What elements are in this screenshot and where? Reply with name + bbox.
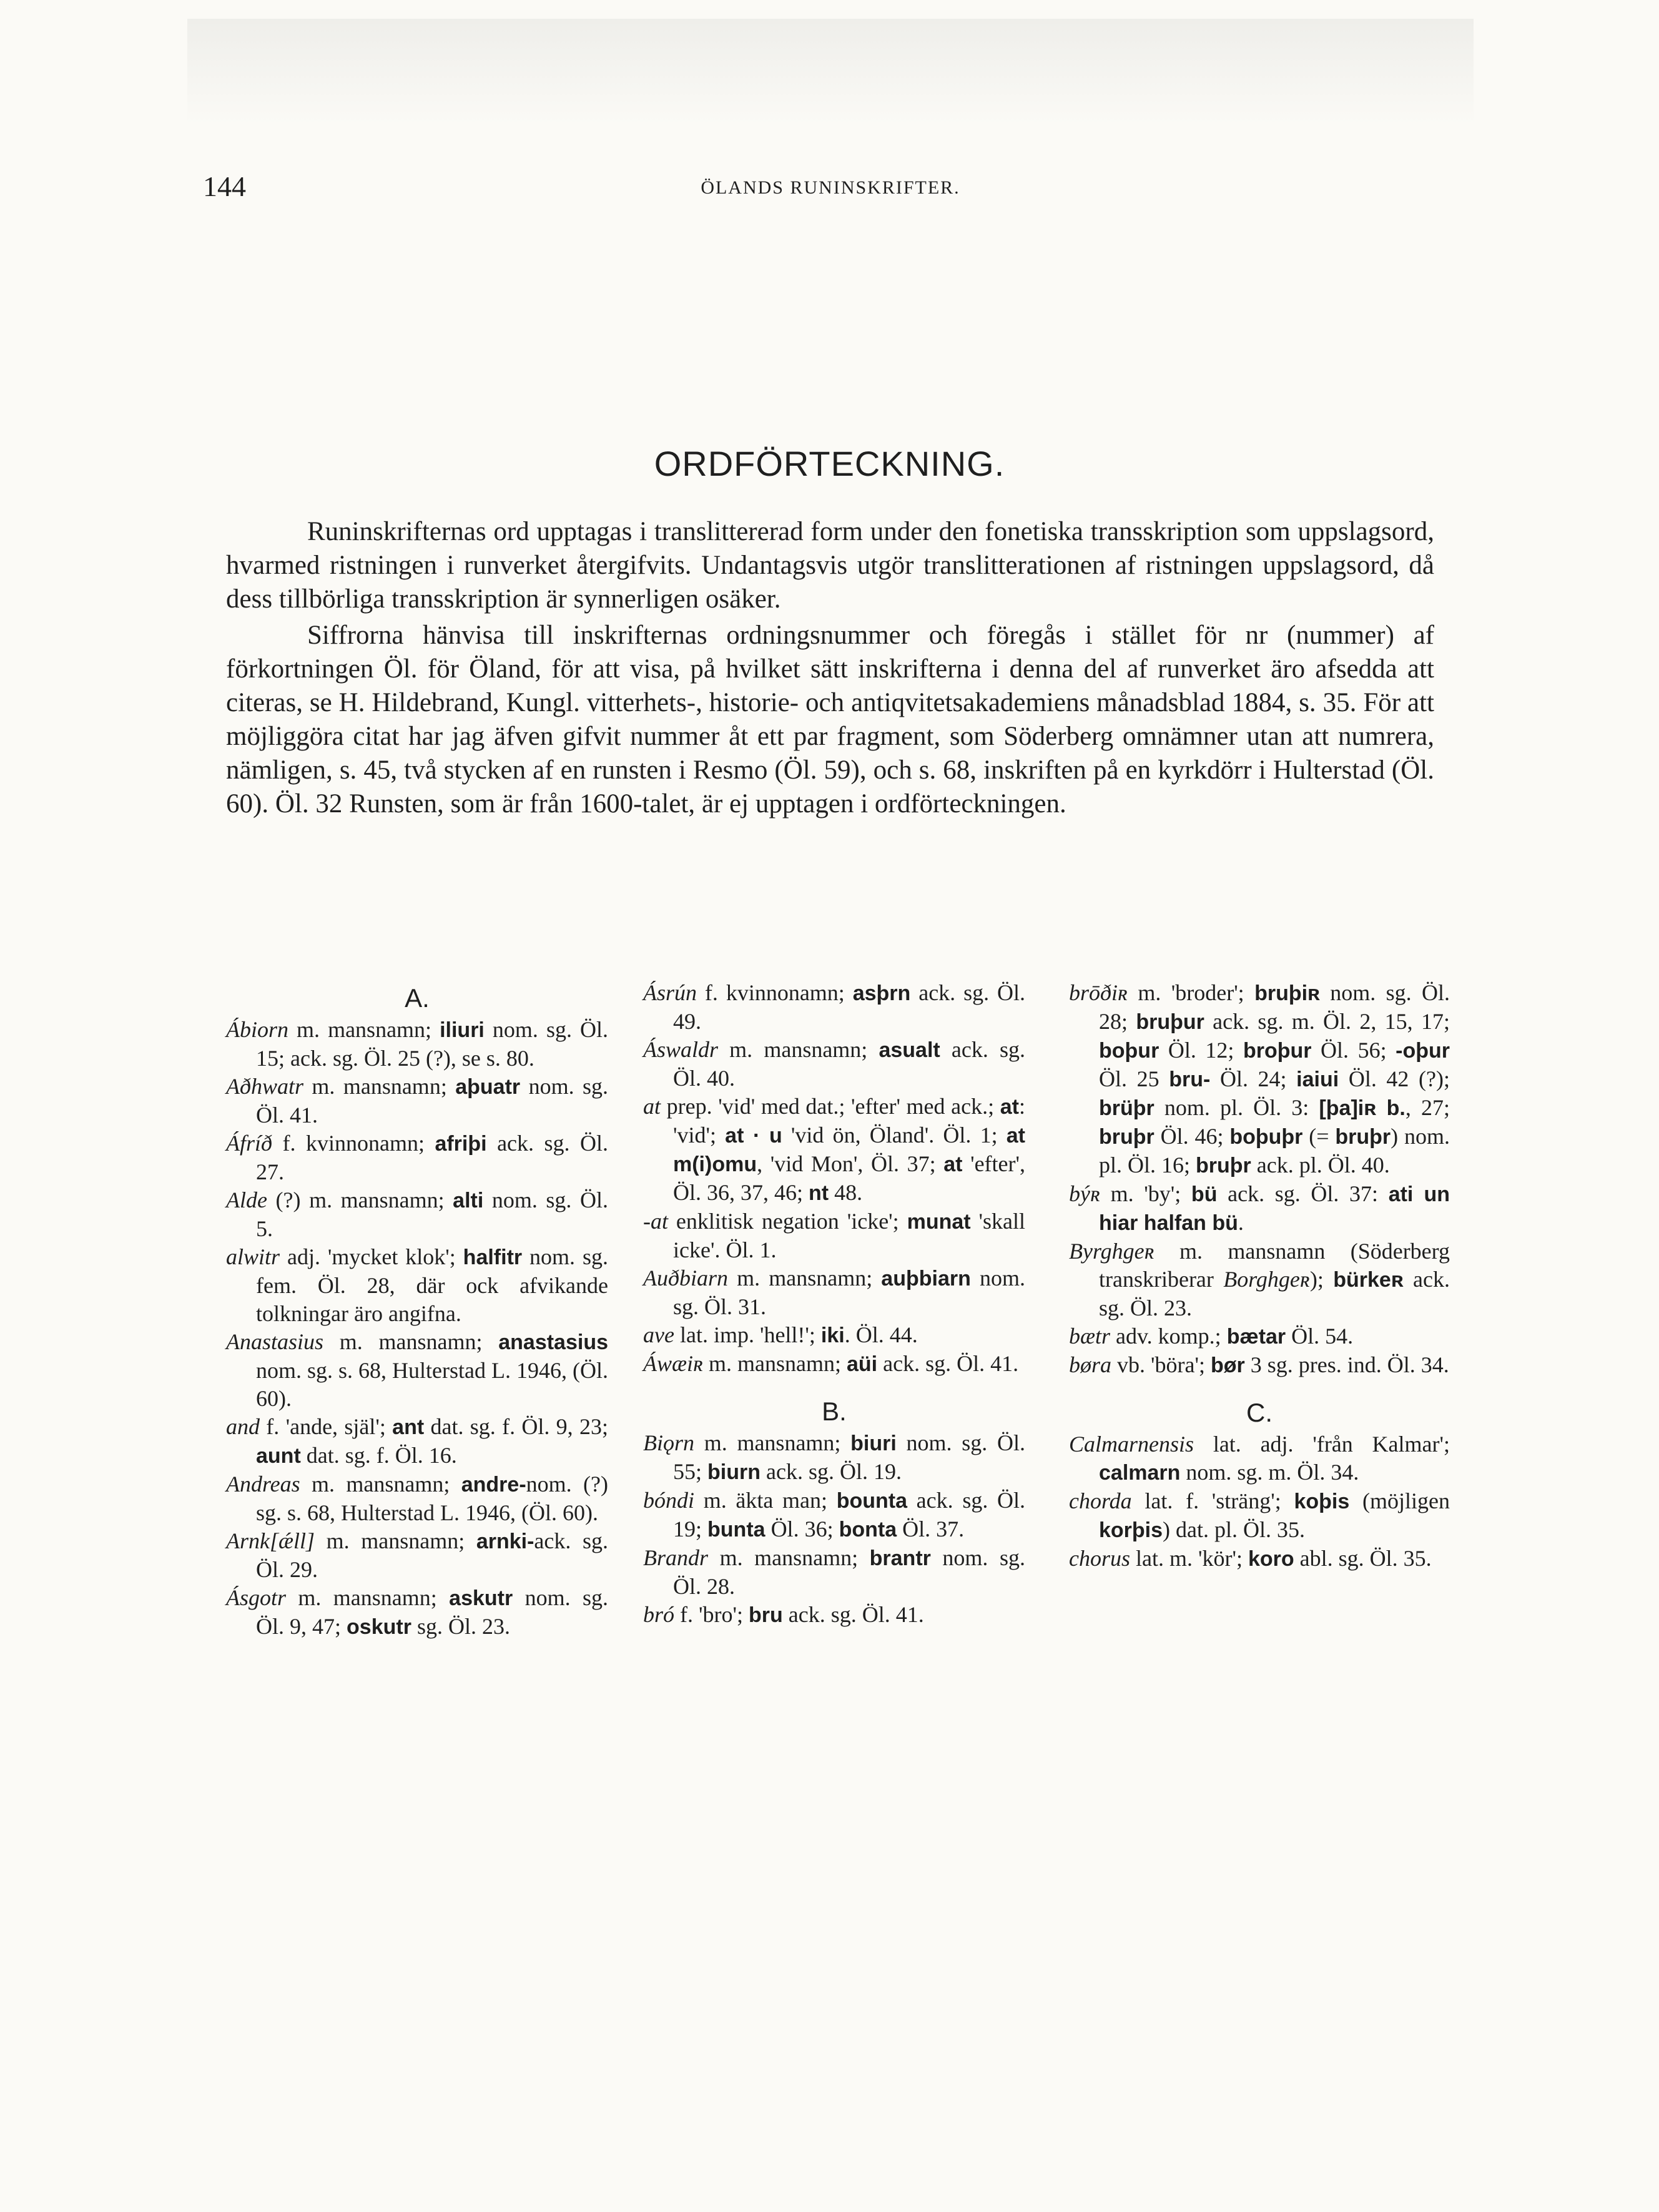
index-entry xyxy=(226,1584,608,1641)
runic-form: iaiui xyxy=(1296,1068,1339,1091)
entry-text: f. 'bro'; xyxy=(674,1602,749,1627)
index-entry xyxy=(226,1527,608,1584)
entry-headword: Anastasius xyxy=(226,1329,324,1354)
index-entry xyxy=(226,1186,608,1243)
entry-text: ack. sg. Öl. 41. xyxy=(782,1602,924,1627)
entry-text: Öl. 42 (?); xyxy=(1339,1066,1450,1091)
entry-headword: Biǫrn xyxy=(643,1430,695,1455)
entry-headword: Andreas xyxy=(226,1472,300,1497)
entry-text: nom. sg. Öl. 9, 47; xyxy=(256,1585,608,1639)
runic-form: brüþr xyxy=(1099,1096,1154,1120)
index-entry xyxy=(643,1601,1025,1630)
entry-text: 'skall icke'. Öl. 1. xyxy=(673,1209,1025,1262)
entry-text: ack. sg. Öl. 41. xyxy=(877,1351,1019,1376)
entry-headword: Ásrún xyxy=(643,980,697,1005)
entry-text: nom. sg. Öl. 5. xyxy=(256,1187,608,1241)
entry-text: nom. (?) sg. s. 68, Hulterstad L. 1946, (Öl. 60). xyxy=(256,1472,608,1525)
runic-form: iliuri xyxy=(440,1018,485,1042)
entry-text: m. 'by'; xyxy=(1100,1181,1191,1206)
runic-form: bætar xyxy=(1226,1325,1286,1349)
runic-form: asualt xyxy=(879,1038,940,1062)
runic-form: broþur xyxy=(1243,1039,1312,1063)
runic-form: bunta xyxy=(707,1518,766,1541)
index-entry xyxy=(226,1129,608,1186)
entry-text: Öl. 56; xyxy=(1311,1038,1396,1063)
runic-form: halfitr xyxy=(463,1246,523,1269)
entry-text: m. mansnamn; xyxy=(718,1037,879,1062)
entry-text: ack. sg. Öl. 37: xyxy=(1217,1181,1389,1206)
entry-text: ack. sg. Öl. 40. xyxy=(673,1037,1026,1091)
entry-headword: ave xyxy=(643,1322,674,1347)
entry-text: ); xyxy=(1309,1267,1334,1292)
entry-headword: chorus xyxy=(1069,1546,1130,1571)
runic-form: anastasius xyxy=(498,1330,608,1354)
runic-form: biurn xyxy=(707,1460,761,1484)
entry-text: ack. sg. Öl. 19. xyxy=(761,1459,902,1484)
entry-text: f. kvinnonamn; xyxy=(697,980,853,1005)
page-number: 144 xyxy=(203,170,246,202)
runic-form: boþur xyxy=(1099,1039,1159,1063)
index-entry xyxy=(1069,1180,1450,1237)
entry-text: Öl. 12; xyxy=(1159,1038,1243,1063)
index-entry xyxy=(226,1328,608,1413)
entry-headword: Áswaldr xyxy=(643,1037,719,1062)
entry-text: m. mansnamn; xyxy=(315,1528,476,1553)
runic-form: bü xyxy=(1191,1182,1218,1206)
entry-headword: Brandr xyxy=(643,1545,709,1570)
entry-text: vb. 'böra'; xyxy=(1111,1352,1211,1377)
entry-text: abl. sg. Öl. 35. xyxy=(1294,1546,1432,1571)
index-entry xyxy=(643,1264,1025,1321)
index-entry xyxy=(226,1073,608,1129)
entry-headword: Arnk[ǽll] xyxy=(226,1528,315,1553)
entry-text: lat. imp. 'hell!'; xyxy=(674,1322,821,1347)
entry-text: adv. komp.; xyxy=(1110,1324,1227,1349)
letter-heading: B. xyxy=(822,1397,847,1426)
index-entry xyxy=(1069,1351,1450,1380)
entry-text: , 'vid Mon', Öl. 37; xyxy=(757,1151,944,1176)
index-entry xyxy=(643,1544,1025,1601)
entry-text: ack. sg. Öl. 49. xyxy=(673,980,1025,1034)
entry-text: ack. sg. Öl. 19; xyxy=(673,1488,1026,1541)
runic-form: calmarn xyxy=(1099,1461,1181,1485)
letter-heading: A. xyxy=(405,983,430,1013)
entry-text: ack. sg. Öl. 27. xyxy=(256,1131,608,1184)
runic-form: bounta xyxy=(836,1489,907,1513)
runic-form: koþis xyxy=(1294,1490,1350,1513)
runic-form: bør xyxy=(1210,1354,1245,1377)
entry-text: dat. sg. f. Öl. 16. xyxy=(300,1443,457,1468)
entry-text: nom. sg. s. 68, Hulterstad L. 1946, (Öl. 60). xyxy=(256,1358,608,1411)
entry-text: f. kvinnonamn; xyxy=(272,1131,435,1156)
entry-text: nom. pl. Öl. 3: xyxy=(1154,1095,1319,1120)
entry-text: , 27; xyxy=(1405,1095,1450,1120)
entry-headword: brōðiʀ xyxy=(1069,980,1128,1005)
entry-text: nom. sg. Öl. 31. xyxy=(673,1266,1025,1319)
runic-form: andre- xyxy=(461,1473,526,1497)
runic-form: bruþiʀ xyxy=(1254,981,1320,1005)
index-entry xyxy=(643,1487,1025,1544)
entry-text: f. 'ande, själ'; xyxy=(260,1414,393,1439)
runic-form: bruþr xyxy=(1196,1154,1251,1177)
index-entry xyxy=(226,1243,608,1328)
entry-text: ) dat. pl. Öl. 35. xyxy=(1163,1517,1306,1542)
runic-form: at m(i)omu xyxy=(673,1124,1025,1176)
entry-text: Öl. 37. xyxy=(897,1516,965,1541)
index-entry xyxy=(226,1413,608,1470)
entry-text: m. mansnamn; xyxy=(708,1545,870,1570)
entry-text: Öl. 46; xyxy=(1154,1124,1230,1149)
entry-headword: bætr xyxy=(1069,1324,1111,1349)
index-entry xyxy=(643,1429,1025,1487)
entry-text: lat. f. 'sträng'; xyxy=(1131,1488,1294,1513)
entry-text: lat. adj. 'från Kalmar'; xyxy=(1194,1432,1450,1457)
index-column-3 xyxy=(1069,979,1450,1573)
index-column-1 xyxy=(226,979,608,1641)
entry-text: ack. sg. Öl. 29. xyxy=(256,1528,608,1582)
entry-headword: Áwæiʀ xyxy=(643,1351,704,1376)
runic-form: koro xyxy=(1248,1547,1294,1571)
entry-headword: Calmarnensis xyxy=(1069,1432,1194,1457)
entry-text: (?) m. mansnamn; xyxy=(267,1187,453,1212)
runic-form: askutr xyxy=(449,1586,513,1610)
entry-headword: at xyxy=(643,1094,661,1119)
entry-text: m. mansnamn; xyxy=(286,1585,450,1610)
entry-headword: Ásgotr xyxy=(226,1585,287,1610)
page-edge-shadow xyxy=(187,19,1474,125)
entry-text: 48. xyxy=(829,1180,863,1205)
entry-text: (möjligen xyxy=(1349,1488,1450,1513)
runic-form: bürkeʀ xyxy=(1333,1268,1404,1292)
entry-headword: chorda xyxy=(1069,1488,1132,1513)
entry-text: ack. sg. Öl. 23. xyxy=(1099,1267,1450,1320)
entry-text: Öl. 24; xyxy=(1210,1066,1297,1091)
entry-text: sg. Öl. 23. xyxy=(411,1614,510,1639)
index-entry xyxy=(1069,1430,1450,1487)
index-entry xyxy=(643,1350,1025,1379)
index-entry xyxy=(1069,979,1450,1180)
runic-form: munat xyxy=(907,1210,971,1234)
entry-text: nom. sg. Öl. 15; ack. sg. Öl. 25 (?), se s. 80. xyxy=(256,1017,608,1071)
index-entry xyxy=(1069,1487,1450,1545)
runic-form: korþis xyxy=(1099,1518,1163,1542)
entry-text: nom. sg. Öl. 28; xyxy=(1099,980,1450,1034)
index-entry xyxy=(1069,1545,1450,1573)
entry-text: m. mansnamn; xyxy=(694,1430,851,1455)
entry-headword: býʀ xyxy=(1069,1181,1100,1206)
entry-text: adj. 'mycket klok'; xyxy=(280,1244,463,1269)
entry-headword: Ábiorn xyxy=(226,1017,289,1042)
entry-text: ) nom. pl. Öl. 16; xyxy=(1099,1124,1450,1177)
entry-text: nom. sg. Öl. 55; xyxy=(673,1430,1025,1484)
entry-text: nom. sg. Öl. 41. xyxy=(256,1074,608,1128)
runic-form: at · u xyxy=(725,1124,782,1148)
entry-text: 'vid ön, Öland'. Öl. 1; xyxy=(782,1123,1007,1148)
entry-text: m. mansnamn (Söderberg transkriberar xyxy=(1099,1239,1450,1292)
entry-text: (= xyxy=(1302,1124,1336,1149)
intro-paragraph: Siffrorna hänvisa till inskrifternas ordningsnummer och föregås i stället för nr (nummer) af förkortningen Öl. för Öland, för att visa, på hvilket sätt inskrifterna i denna del af runverket äro afsedda att citeras, se H. Hildebrand, Kungl. vitterhets-, historie- och antiqvitetsakademiens månadsblad 1884, s. 35. För att möjliggöra citat har jag äfven gifvit nummer åt ett par fragment, som Söderberg omnämner utan att numrera, nämligen, s. 45, två stycken af en runsten i Resmo (Öl. 59), och s. 68, inskriften på en kyrkdörr i Hulterstad (Öl. 60). Öl. 32 Runsten, som är från 1600-talet, är ej upptagen i ordförteckningen. xyxy=(226,621,1434,818)
entry-text: ack. pl. Öl. 40. xyxy=(1251,1153,1390,1177)
intro-paragraph: Runinskrifternas ord upptagas i translittererad form under den fonetiska transskription som uppslagsord, hvarmed ristningen i runverket återgifvits. Undantagsvis utgör translitterationen af ristningen uppslagsord, då dess tillbörliga transskription är synnerligen osäker. xyxy=(226,517,1434,614)
entry-text: Öl. 54. xyxy=(1286,1324,1354,1349)
entry-headword: bró xyxy=(643,1602,675,1627)
runic-form: bru- xyxy=(1169,1068,1211,1091)
entry-text: lat. m. 'kör'; xyxy=(1130,1546,1248,1571)
index-entry xyxy=(1069,1322,1450,1351)
entry-headword: Alde xyxy=(226,1187,267,1212)
entry-text: m. mansnamn; xyxy=(303,1074,456,1099)
index-column-2 xyxy=(643,979,1025,1630)
runic-form: iki xyxy=(820,1324,845,1347)
index-entry xyxy=(643,1207,1025,1264)
index-entry xyxy=(1069,1237,1450,1322)
runic-form: at xyxy=(1000,1095,1019,1119)
running-title: ÖLANDS RUNINSKRIFTER. xyxy=(701,177,960,198)
index-entry xyxy=(643,1036,1025,1093)
entry-text: m. äkta man; xyxy=(694,1488,837,1513)
runic-form: afriþi xyxy=(435,1132,487,1156)
runic-form: aþuatr xyxy=(455,1075,521,1099)
runic-form: bruþr xyxy=(1099,1125,1154,1149)
running-head xyxy=(0,170,1659,207)
entry-headword: Borghgeʀ xyxy=(1223,1267,1310,1292)
runic-form: bru xyxy=(748,1603,783,1627)
runic-form: oskutr xyxy=(347,1615,411,1639)
runic-form: auþbiarn xyxy=(881,1267,971,1290)
entry-text: m. mansnamn; xyxy=(323,1329,499,1354)
index-entry xyxy=(226,1016,608,1073)
runic-form: boþuþr xyxy=(1229,1125,1303,1149)
runic-form: arnki- xyxy=(476,1530,534,1553)
entry-headword: Byrghgeʀ xyxy=(1069,1239,1154,1264)
entry-text: prep. 'vid' med dat.; 'efter' med ack.; xyxy=(661,1094,1000,1119)
runic-form: -oþur xyxy=(1396,1039,1450,1063)
index-entry xyxy=(226,1470,608,1527)
entry-text: : 'vid'; xyxy=(673,1094,1025,1148)
runic-form: alti xyxy=(453,1189,484,1212)
entry-text: m. mansnamn; xyxy=(703,1351,847,1376)
runic-form: ant xyxy=(392,1415,425,1439)
runic-form: biuri xyxy=(850,1432,897,1455)
entry-text: m. mansnamn; xyxy=(300,1472,461,1497)
entry-text: m. mansnamn; xyxy=(728,1266,882,1290)
index-entry xyxy=(643,1321,1025,1350)
entry-text: m. 'broder'; xyxy=(1128,980,1255,1005)
runic-form: bruþur xyxy=(1136,1010,1204,1034)
section-title: ORDFÖRTECKNING. xyxy=(654,444,1005,483)
letter-heading: C. xyxy=(1246,1398,1273,1427)
runic-form: aunt xyxy=(256,1444,301,1468)
entry-text: enklitisk negation 'icke'; xyxy=(668,1209,907,1234)
entry-headword: alwitr xyxy=(226,1244,280,1269)
runic-form: brantr xyxy=(869,1546,931,1570)
entry-text: m. mansnamn; xyxy=(288,1017,440,1042)
entry-headword: børa xyxy=(1069,1352,1112,1377)
entry-text: nom. sg. fem. Öl. 28, där ock afvikande tolkningar äro angifna. xyxy=(256,1244,608,1326)
runic-form: at xyxy=(943,1153,963,1176)
entry-text: nom. sg. m. Öl. 34. xyxy=(1180,1460,1359,1485)
entry-text: Öl. 36; xyxy=(765,1516,839,1541)
runic-form: aüi xyxy=(847,1352,878,1376)
entry-headword: Aðhwatr xyxy=(226,1074,304,1099)
runic-form: bruþr xyxy=(1335,1125,1391,1149)
entry-text: ack. sg. m. Öl. 2, 15, 17; xyxy=(1204,1009,1450,1034)
entry-text: . Öl. 44. xyxy=(844,1322,918,1347)
entry-headword: Áfríð xyxy=(226,1131,273,1156)
entry-headword: bóndi xyxy=(643,1488,695,1513)
runic-form: asþrn xyxy=(852,981,911,1005)
entry-text: 'efter', Öl. 36, 37, 46; xyxy=(673,1151,1025,1205)
entry-text: Öl. 25 xyxy=(1099,1066,1169,1091)
runic-form: bonta xyxy=(839,1518,897,1541)
index-entry xyxy=(643,1093,1025,1207)
entry-text: dat. sg. f. Öl. 9, 23; xyxy=(424,1414,608,1439)
entry-text: . xyxy=(1238,1210,1244,1235)
entry-text: 3 sg. pres. ind. Öl. 34. xyxy=(1244,1352,1449,1377)
runic-form: ati un hiar halfan bü xyxy=(1099,1182,1450,1235)
intro-text xyxy=(226,515,1434,821)
runic-form: nt xyxy=(809,1181,829,1205)
entry-text: nom. sg. Öl. 28. xyxy=(673,1545,1025,1599)
entry-headword: Auðbiarn xyxy=(643,1266,729,1290)
index-entry xyxy=(643,979,1025,1036)
entry-headword: and xyxy=(226,1414,260,1439)
entry-headword: -at xyxy=(643,1209,668,1234)
runic-form: [þa]iʀ b. xyxy=(1319,1096,1405,1120)
